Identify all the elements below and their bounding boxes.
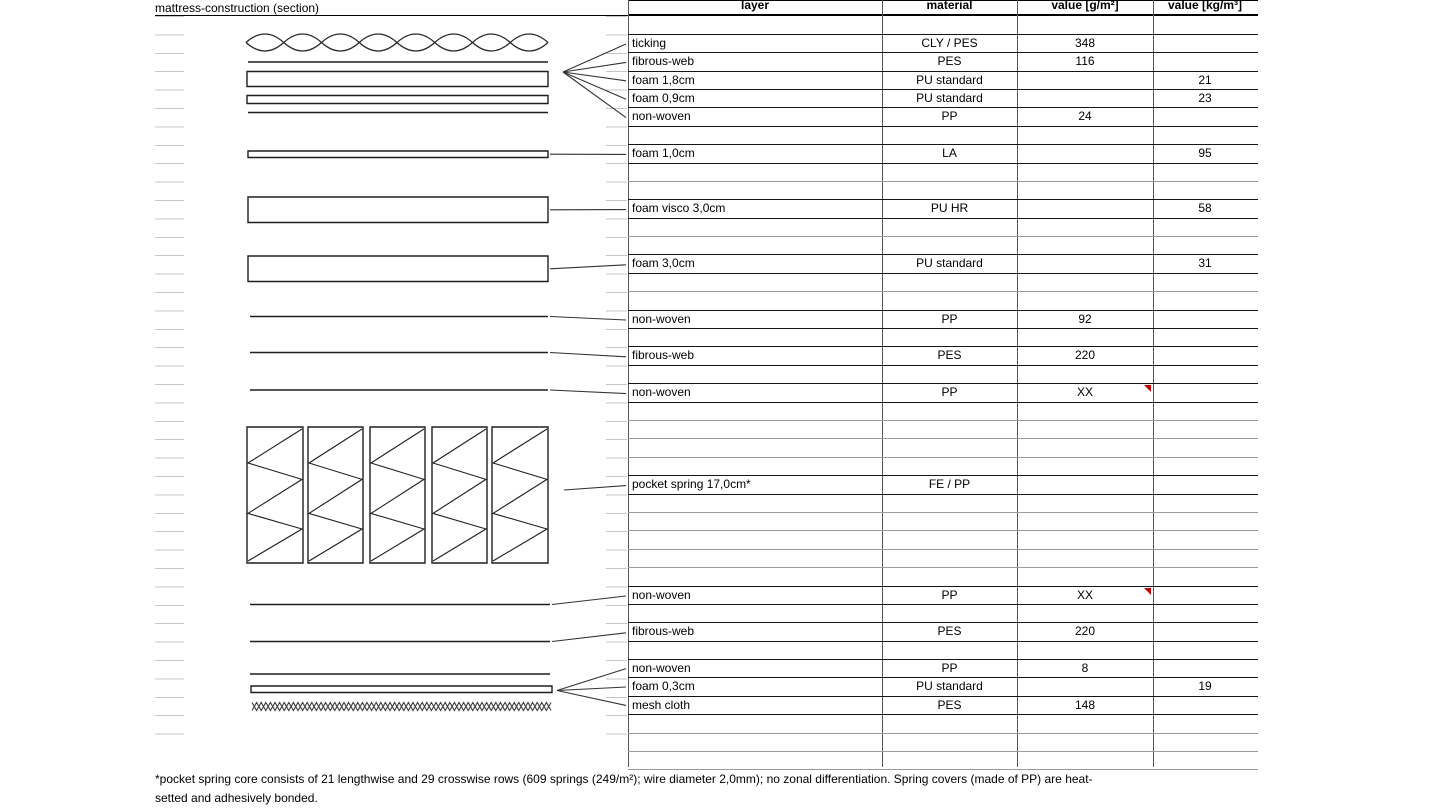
table-row xyxy=(628,145,1258,163)
pocket-spring-unit xyxy=(247,427,303,563)
cell-g xyxy=(1017,568,1153,585)
cell-material xyxy=(882,16,1017,33)
table-row xyxy=(628,476,1258,494)
table-row xyxy=(628,678,1258,696)
cell-kg xyxy=(1153,219,1257,236)
cell-g xyxy=(1017,550,1153,567)
cell-layer xyxy=(628,568,882,585)
cell-kg: 21 xyxy=(1198,72,1212,87)
cell-layer xyxy=(628,403,882,420)
spring-coil-zigzag xyxy=(493,429,547,561)
cell-material xyxy=(882,605,1017,622)
cell-layer xyxy=(628,642,882,659)
cell-material xyxy=(882,642,1017,659)
cell-g: 24 xyxy=(1078,109,1092,124)
cell-kg xyxy=(1153,182,1257,199)
pocket-spring-unit xyxy=(492,427,548,563)
cell-layer: foam 1,8cm xyxy=(632,72,695,87)
cell-kg xyxy=(1153,403,1257,420)
header-value-gm2: value [g/m²] xyxy=(1051,0,1119,12)
cell-layer: pocket spring 17,0cm* xyxy=(632,477,751,492)
cell-kg xyxy=(1153,605,1257,622)
cell-material xyxy=(882,127,1017,144)
cell-g xyxy=(1017,458,1153,475)
cell-material xyxy=(882,329,1017,346)
cell-kg xyxy=(1153,752,1257,769)
cell-material xyxy=(882,219,1017,236)
cell-material: PES xyxy=(937,54,962,69)
cell-material xyxy=(882,403,1017,420)
cell-layer: fibrous-web xyxy=(632,624,695,639)
cell-material xyxy=(882,439,1017,456)
cell-layer xyxy=(628,16,882,33)
cell-kg xyxy=(1153,108,1257,125)
table-body xyxy=(628,16,1258,770)
cell-g xyxy=(1017,421,1153,438)
table-row xyxy=(628,16,1258,34)
cell-material xyxy=(882,292,1017,309)
table-row xyxy=(628,164,1258,182)
cell-kg xyxy=(1153,715,1257,732)
cell-layer xyxy=(628,219,882,236)
cell-kg xyxy=(1153,458,1257,475)
cell-g xyxy=(1017,605,1153,622)
cell-material xyxy=(882,458,1017,475)
cell-kg: 58 xyxy=(1198,201,1212,216)
pocket-spring-unit xyxy=(370,427,425,563)
cell-kg: 95 xyxy=(1198,146,1212,161)
cell-kg: 23 xyxy=(1198,90,1212,105)
cell-layer: non-woven xyxy=(632,661,691,676)
cell-kg xyxy=(1153,568,1257,585)
table-row xyxy=(628,734,1258,752)
cell-material xyxy=(882,237,1017,254)
cell-kg xyxy=(1153,623,1257,640)
cell-layer xyxy=(628,458,882,475)
cell-g: 220 xyxy=(1074,624,1096,639)
cell-layer xyxy=(628,550,882,567)
cell-g xyxy=(1017,274,1153,291)
table-row xyxy=(628,605,1258,623)
table-row xyxy=(628,292,1258,310)
cell-kg xyxy=(1153,421,1257,438)
cell-layer xyxy=(628,531,882,548)
table-row xyxy=(628,255,1258,273)
cell-material: PU standard xyxy=(916,72,983,87)
cell-g xyxy=(1017,715,1153,732)
table-row xyxy=(628,274,1258,292)
cell-layer xyxy=(628,439,882,456)
pocket-spring-array xyxy=(247,427,548,563)
cell-layer xyxy=(628,734,882,751)
foam-0-3cm-layer xyxy=(251,686,552,693)
comment-indicator-icon xyxy=(1144,588,1151,595)
cell-layer: foam visco 3,0cm xyxy=(632,201,726,216)
cell-material: PU HR xyxy=(930,201,969,216)
cell-layer: foam 0,9cm xyxy=(632,90,695,105)
mattress-section-diagram xyxy=(140,0,640,780)
cell-g: 8 xyxy=(1081,661,1089,676)
cell-g xyxy=(1017,366,1153,383)
table-row xyxy=(628,200,1258,218)
cell-material: PU standard xyxy=(916,679,983,694)
table-row xyxy=(628,108,1258,126)
table-header-row xyxy=(628,0,1258,16)
cell-g xyxy=(1017,164,1153,181)
table-row xyxy=(628,90,1258,108)
cell-g xyxy=(1017,72,1153,89)
cell-kg xyxy=(1153,550,1257,567)
cell-g: 92 xyxy=(1078,311,1092,326)
table-row xyxy=(628,642,1258,660)
cell-kg xyxy=(1153,347,1257,364)
cell-material xyxy=(882,568,1017,585)
cell-layer: non-woven xyxy=(632,587,691,602)
cell-layer xyxy=(628,292,882,309)
pocket-spring-unit xyxy=(308,427,363,563)
cell-g xyxy=(1017,476,1153,493)
header-layer: layer xyxy=(740,0,770,12)
cell-material: LA xyxy=(942,146,957,161)
footnote-line-1: *pocket spring core consists of 21 lengthwise and 29 crosswise rows (609 springs (249/m²); wire diameter 2,0mm); no zonal differentiation. Spring covers (made of PP) are heat- xyxy=(155,772,1093,786)
cell-g xyxy=(1017,734,1153,751)
cell-g xyxy=(1017,642,1153,659)
cell-g: 348 xyxy=(1074,35,1096,50)
cell-material: PES xyxy=(937,624,962,639)
table-row xyxy=(628,752,1258,770)
leader-lines xyxy=(550,44,626,705)
cell-kg: 19 xyxy=(1198,679,1212,694)
table-row xyxy=(628,495,1258,513)
cell-kg xyxy=(1153,35,1257,52)
cell-material: PP xyxy=(941,587,958,602)
cell-g xyxy=(1017,255,1153,272)
cell-layer xyxy=(628,274,882,291)
cell-g xyxy=(1017,219,1153,236)
table-row xyxy=(628,660,1258,678)
cell-material xyxy=(882,715,1017,732)
cell-material: PP xyxy=(941,109,958,124)
cell-g xyxy=(1017,329,1153,346)
table-row xyxy=(628,587,1258,605)
cell-kg xyxy=(1153,642,1257,659)
foam-1-8cm-layer xyxy=(247,72,548,87)
mesh-cloth-zigzag xyxy=(252,703,551,711)
table-row xyxy=(628,697,1258,715)
cell-layer: non-woven xyxy=(632,109,691,124)
table-row xyxy=(628,366,1258,384)
cell-kg: 31 xyxy=(1198,256,1212,271)
spring-coil-zigzag xyxy=(433,429,486,561)
cell-kg xyxy=(1153,384,1257,401)
table-row xyxy=(628,35,1258,53)
table-row xyxy=(628,219,1258,237)
cell-material: PES xyxy=(937,348,962,363)
cell-material: PU standard xyxy=(916,90,983,105)
cell-material: CLY / PES xyxy=(921,35,978,50)
cell-g: 116 xyxy=(1075,54,1095,69)
cell-material xyxy=(882,531,1017,548)
table-row xyxy=(628,568,1258,586)
cell-g xyxy=(1017,678,1153,695)
cell-material xyxy=(882,164,1017,181)
cell-layer: foam 3,0cm xyxy=(632,256,695,271)
cell-material xyxy=(882,366,1017,383)
cell-kg xyxy=(1153,311,1257,328)
foam-1-0cm-layer xyxy=(248,151,548,158)
table-row xyxy=(628,347,1258,365)
cell-g xyxy=(1017,200,1153,217)
comment-indicator-icon xyxy=(1144,385,1151,392)
ticking-wave-pattern xyxy=(246,34,548,51)
table-row xyxy=(628,329,1258,347)
cell-g xyxy=(1017,439,1153,456)
cell-material xyxy=(882,734,1017,751)
table-row xyxy=(628,384,1258,402)
cell-layer: fibrous-web xyxy=(632,54,695,69)
cell-material xyxy=(882,495,1017,512)
cell-layer xyxy=(628,127,882,144)
cell-layer xyxy=(628,605,882,622)
page-title: mattress-construction (section) xyxy=(155,1,628,16)
cell-g xyxy=(1017,90,1153,107)
table-row xyxy=(628,403,1258,421)
cell-kg xyxy=(1153,292,1257,309)
cell-g xyxy=(1017,127,1153,144)
cell-kg xyxy=(1153,660,1257,677)
cell-g xyxy=(1017,531,1153,548)
spring-coil-zigzag xyxy=(309,429,362,561)
cell-g xyxy=(1017,513,1153,530)
table-row xyxy=(628,531,1258,549)
cell-kg xyxy=(1153,366,1257,383)
cell-kg xyxy=(1153,274,1257,291)
cell-g xyxy=(1017,752,1153,769)
table-row xyxy=(628,182,1258,200)
cell-layer: ticking xyxy=(632,35,667,50)
cell-layer xyxy=(628,495,882,512)
cell-kg xyxy=(1153,329,1257,346)
header-material: material xyxy=(926,0,973,12)
cell-layer xyxy=(628,421,882,438)
cell-layer xyxy=(628,366,882,383)
cell-kg xyxy=(1153,439,1257,456)
cell-layer xyxy=(628,182,882,199)
table-row xyxy=(628,458,1258,476)
foam-3-0cm-layer xyxy=(248,256,548,282)
footnote xyxy=(155,770,1265,808)
cell-kg xyxy=(1153,16,1257,33)
cell-kg xyxy=(1153,513,1257,530)
cell-layer: foam 0,3cm xyxy=(632,679,695,694)
cell-kg xyxy=(1153,53,1257,70)
cell-layer: foam 1,0cm xyxy=(632,146,695,161)
cell-g: 148 xyxy=(1074,697,1096,712)
layers-table xyxy=(628,0,1258,771)
cell-layer xyxy=(628,237,882,254)
cell-kg xyxy=(1153,164,1257,181)
cell-layer: non-woven xyxy=(632,311,691,326)
cell-material: PP xyxy=(941,385,958,400)
cell-material: FE / PP xyxy=(928,477,971,492)
cell-g: XX xyxy=(1076,587,1093,602)
cell-material xyxy=(882,421,1017,438)
cell-layer xyxy=(628,164,882,181)
spring-coil-zigzag xyxy=(371,429,424,561)
table-row xyxy=(628,513,1258,531)
cell-material: PES xyxy=(937,697,962,712)
cell-material xyxy=(882,752,1017,769)
spring-coil-zigzag xyxy=(248,429,302,561)
cell-material xyxy=(882,182,1017,199)
cell-material xyxy=(882,513,1017,530)
cell-material: PU standard xyxy=(916,256,983,271)
table-row xyxy=(628,311,1258,329)
table-row xyxy=(628,127,1258,145)
cell-layer xyxy=(628,715,882,732)
table-row xyxy=(628,72,1258,90)
cell-g xyxy=(1017,145,1153,162)
cell-layer: non-woven xyxy=(632,385,691,400)
header-value-kgm3: value [kg/m³] xyxy=(1167,0,1242,12)
cell-g: 220 xyxy=(1074,348,1096,363)
table-row xyxy=(628,421,1258,439)
cell-g xyxy=(1017,292,1153,309)
table-row xyxy=(628,715,1258,733)
cell-g xyxy=(1017,495,1153,512)
cell-kg xyxy=(1153,531,1257,548)
cell-g xyxy=(1017,237,1153,254)
cell-g: XX xyxy=(1076,385,1093,400)
cell-material xyxy=(882,274,1017,291)
cell-kg xyxy=(1153,734,1257,751)
cell-kg xyxy=(1153,587,1257,604)
foam-0-9cm-layer xyxy=(247,96,548,104)
pocket-spring-unit xyxy=(432,427,487,563)
cell-g xyxy=(1017,16,1153,33)
cell-material xyxy=(882,550,1017,567)
cell-g xyxy=(1017,182,1153,199)
table-row xyxy=(628,439,1258,457)
table-row xyxy=(628,53,1258,71)
cell-layer xyxy=(628,752,882,769)
cell-material: PP xyxy=(941,661,958,676)
footnote-line-2: setted and adhesively bonded. xyxy=(155,791,318,805)
cell-material: PP xyxy=(941,311,958,326)
cell-kg xyxy=(1153,495,1257,512)
cell-g xyxy=(1017,403,1153,420)
cell-layer xyxy=(628,329,882,346)
cell-layer: mesh cloth xyxy=(632,697,691,712)
foam-visco-3-0cm-layer xyxy=(248,197,548,223)
cell-kg xyxy=(1153,476,1257,493)
cell-kg xyxy=(1153,697,1257,714)
cell-layer xyxy=(628,513,882,530)
table-row xyxy=(628,623,1258,641)
cell-layer: fibrous-web xyxy=(632,348,695,363)
cell-kg xyxy=(1153,237,1257,254)
table-row xyxy=(628,550,1258,568)
cell-kg xyxy=(1153,127,1257,144)
table-row xyxy=(628,237,1258,255)
